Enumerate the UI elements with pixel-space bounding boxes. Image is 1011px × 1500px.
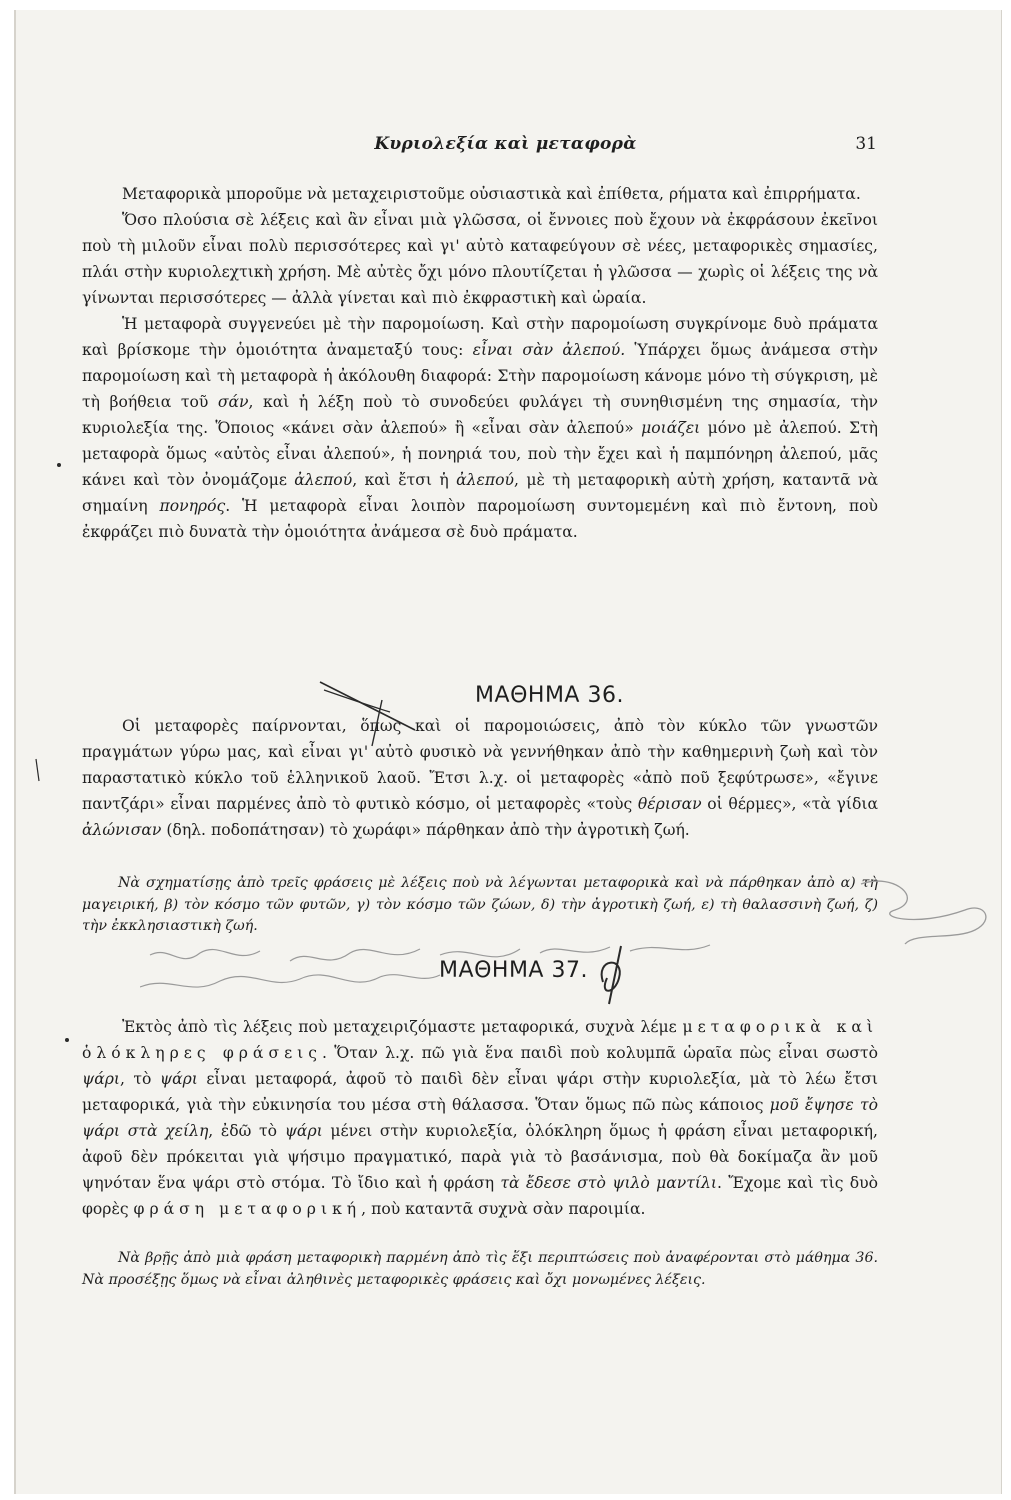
italic-run: σάν (217, 393, 249, 411)
text-run: . Ἡ μεταφορὰ εἶναι λοιπὸν παρομοίωση συντομεμένη καὶ πιὸ ἔντονη, ποὺ ἐκφράζει πιὸ δυνατὰ τὴν ὁμοιότητα ἀνάμεσα σὲ δυὸ πράματα. (82, 497, 878, 541)
text-run: . Ἔχομε καὶ τὶς δυὸ φορὲς (82, 1174, 878, 1218)
text-run: Οἱ μεταφορὲς παίρνονται, ὅπως καὶ οἱ παρομοιώσεις, ἀπὸ τὸν κύκλο τῶν γνωστῶν πραγμάτων γύρω μας, καὶ εἶναι γι' αὐτὸ φυσικὸ νὰ γεννήθηκαν ἀπὸ τὴν καθημερινὴ ζωὴ καὶ τὸν παραστατικὸ κύκλο τοῦ ἑλληνικοῦ λαοῦ. Ἔτσι λ.χ. οἱ μεταφορὲς «ἀπὸ ποῦ ξεφύτρωσε», «ἔγινε παντζάρι» εἶναι παρμένες ἀπὸ τὸ φυτικὸ κόσμο, οἱ μεταφορὲς «τοὺς (82, 717, 878, 813)
text-run: , ἐδῶ τὸ (208, 1122, 285, 1140)
italic-run: ψάρι (159, 1070, 198, 1088)
running-title: Κυριολεξία καὶ μεταφορὰ (374, 134, 637, 154)
italic-run: ἀλώνισαν (82, 821, 162, 839)
paragraph: Μεταφορικὰ μποροῦμε νὰ μεταχειριστοῦμε οὐσιαστικὰ καὶ ἐπίθετα, ρήματα καὶ ἐπιρρήματα. (122, 185, 861, 203)
text-run: Ἡ μεταφορὰ συγγενεύει μὲ τὴν παρομοίωση. Καὶ στὴν παρομοίωση συγκρίνομε δυὸ πράματα καὶ βρίσκομε τὴν ὁμοιότητα ἀναμεταξύ τους: (82, 315, 878, 359)
page-number: 31 (855, 134, 877, 154)
text-run: Ὑπάρχει ὅμως ἀνάμεσα στὴν παρομοίωση καὶ τὴ μεταφορὰ ἡ ἀκόλουθη διαφορά: Στὴν παρομοίωση κάνομε μόνο τὴ σύγκριση, μὲ τὴ βοήθεια τοῦ (82, 341, 878, 411)
italic-run: θέρισαν (637, 795, 702, 813)
lesson-37-text (82, 1014, 878, 1222)
text-run: , μὲ τὴ μεταφορικὴ αὐτὴ χρήση, καταντᾶ νὰ σημαίνη (82, 471, 878, 515)
italic-run: τὰ ἔδεσε στὸ ψιλὸ μαντίλι (500, 1174, 717, 1192)
lesson-36-heading: ΜΑΘΗΜΑ 36. (475, 683, 624, 708)
text-run: μόνο μὲ ἀλεπού. Στὴ μεταφορὰ ὅμως «αὐτὸς εἶναι ἀλεπού», ἡ πονηριά του, ποὺ τὴν ἔχει καὶ ἡ παμπόνηρη ἀλεπού, μᾶς κάνει καὶ τὸν ὀνομάζομε (82, 419, 878, 489)
italic-run: ψάρι (284, 1122, 323, 1140)
scan-margin (0, 0, 14, 1500)
section-metaphor-intro (82, 181, 878, 545)
italic-run: μοῦ ἔψησε τὸ ψάρι στὰ χείλη (82, 1096, 878, 1140)
italic-run: ἀλεπού (456, 471, 514, 489)
italic-run: εἶναι σὰν ἀλεπού. (472, 341, 626, 359)
running-head (0, 134, 1011, 160)
text-run: . Ὅταν λ.χ. πῶ γιὰ ἕνα παιδὶ ποὺ κολυμπᾶ ὡραῖα πὼς εἶναι σωστὸ (322, 1044, 878, 1062)
text-run: οἱ θέρμες», «τὰ γίδια (701, 795, 878, 813)
spaced-emphasis: φράση μεταφορική (133, 1200, 362, 1218)
spaced-emphasis: μεταφορικὰ καὶ ὁλόκληρες φράσεις (82, 1018, 878, 1062)
lesson-36-exercise: Νὰ σχηματίσῃς ἀπὸ τρεῖς φράσεις μὲ λέξεις ποὺ νὰ λέγωνται μεταφορικὰ καὶ νὰ πάρθηκαν ἀπὸ α) τὴ μαγειρική, β) τὸν κόσμο τῶν φυτῶν, γ) τὸν κόσμο τῶν ζώων, δ) τὴν ἀγροτικὴ ζωή, ε) τὴ θαλασσινὴ ζωή, ζ) τὴν ἐκκλησιαστικὴ ζωή. (82, 875, 878, 934)
text-run: εἶναι μεταφορά, ἀφοῦ τὸ παιδὶ δὲν εἶναι ψάρι στὴν κυριολεξία, μὰ τὸ λέω ἔτσι μεταφορικά, γιὰ τὴν εὐκινησία του μέσα στὴ θάλασσα. Ὅταν ὅμως πῶ πὼς κάποιος (82, 1070, 878, 1114)
text-run: , ποὺ καταντᾶ συχνὰ σὰν παροιμία. (361, 1200, 646, 1218)
text-run: , τὸ (120, 1070, 160, 1088)
lesson-36-text (82, 713, 878, 843)
text-run: , καὶ ἡ λέξη ποὺ τὸ συνοδεύει φυλάγει τὴ συνηθισμένη της σημασία, τὴν κυριολεξία της. Ὅποιος «κάνει σὰν ἀλεπού» ἢ «εἶναι σὰν ἀλεπού» (82, 393, 878, 437)
italic-run: ἀλεπού (294, 471, 353, 489)
text-run: (δηλ. ποδοπάτησαν) τὸ χωράφι» πάρθηκαν ἀπὸ τὴν ἀγροτικὴ ζωή. (161, 821, 690, 839)
lesson-37-heading: ΜΑΘΗΜΑ 37. (439, 958, 588, 983)
italic-run: μοιάζει (641, 419, 701, 437)
paragraph (82, 1014, 878, 1222)
lesson-37-exercise: Νὰ βρῇς ἀπὸ μιὰ φράση μεταφορικὴ παρμένη ἀπὸ τὶς ἕξι περιπτώσεις ποὺ ἀναφέρονται στὸ μάθημα 36. Νὰ προσέξῃς ὅμως νὰ εἶναι ἀληθινὲς μεταφορικὲς φράσεις καὶ ὄχι μονωμένες λέξεις. (82, 1250, 878, 1288)
paragraph: Ὅσο πλούσια σὲ λέξεις καὶ ἂν εἶναι μιὰ γλῶσσα, οἱ ἔννοιες ποὺ ἔχουν νὰ ἐκφράσουν ἐκεῖνοι ποὺ τὴ μιλοῦν εἶναι πολὺ περισσότερες καὶ γι' αὐτὸ καταφεύγουν σὲ νέες, μεταφορικὲς σημασίες, πλάι στὴν κυριολεχτικὴ χρήση. Μὲ αὐτὲς ὄχι μόνο πλουτίζεται ἡ γλῶσσα — χωρὶς οἱ λέξεις της νὰ γίνωνται περισσότερες — ἀλλὰ γίνεται καὶ πιὸ ἐκφραστικὴ καὶ ὡραία. (82, 211, 878, 307)
paragraph-simile (82, 311, 878, 545)
paragraph (82, 713, 878, 843)
italic-run: ψάρι (82, 1070, 121, 1088)
italic-run: πονηρός (159, 497, 226, 515)
text-run: μένει στὴν κυριολεξία, ὁλόκληρη ὅμως ἡ φράση εἶναι μεταφορική, ἀφοῦ δὲν πρόκειται γιὰ ψήσιμο πραγματικό, παρὰ γιὰ τὸ βασάνισμα, ποὺ θὰ δοκίμαζα ἂν μοῦ ψηνόταν ἕνα ψάρι στὸ στόμα. Τὸ ἴδιο καὶ ἡ φράση (82, 1122, 878, 1192)
text-run: , καὶ ἔτσι ἡ (352, 471, 457, 489)
text-run: Ἐκτὸς ἀπὸ τὶς λέξεις ποὺ μεταχειριζόμαστε μεταφορικά, συχνὰ λέμε (122, 1018, 683, 1036)
